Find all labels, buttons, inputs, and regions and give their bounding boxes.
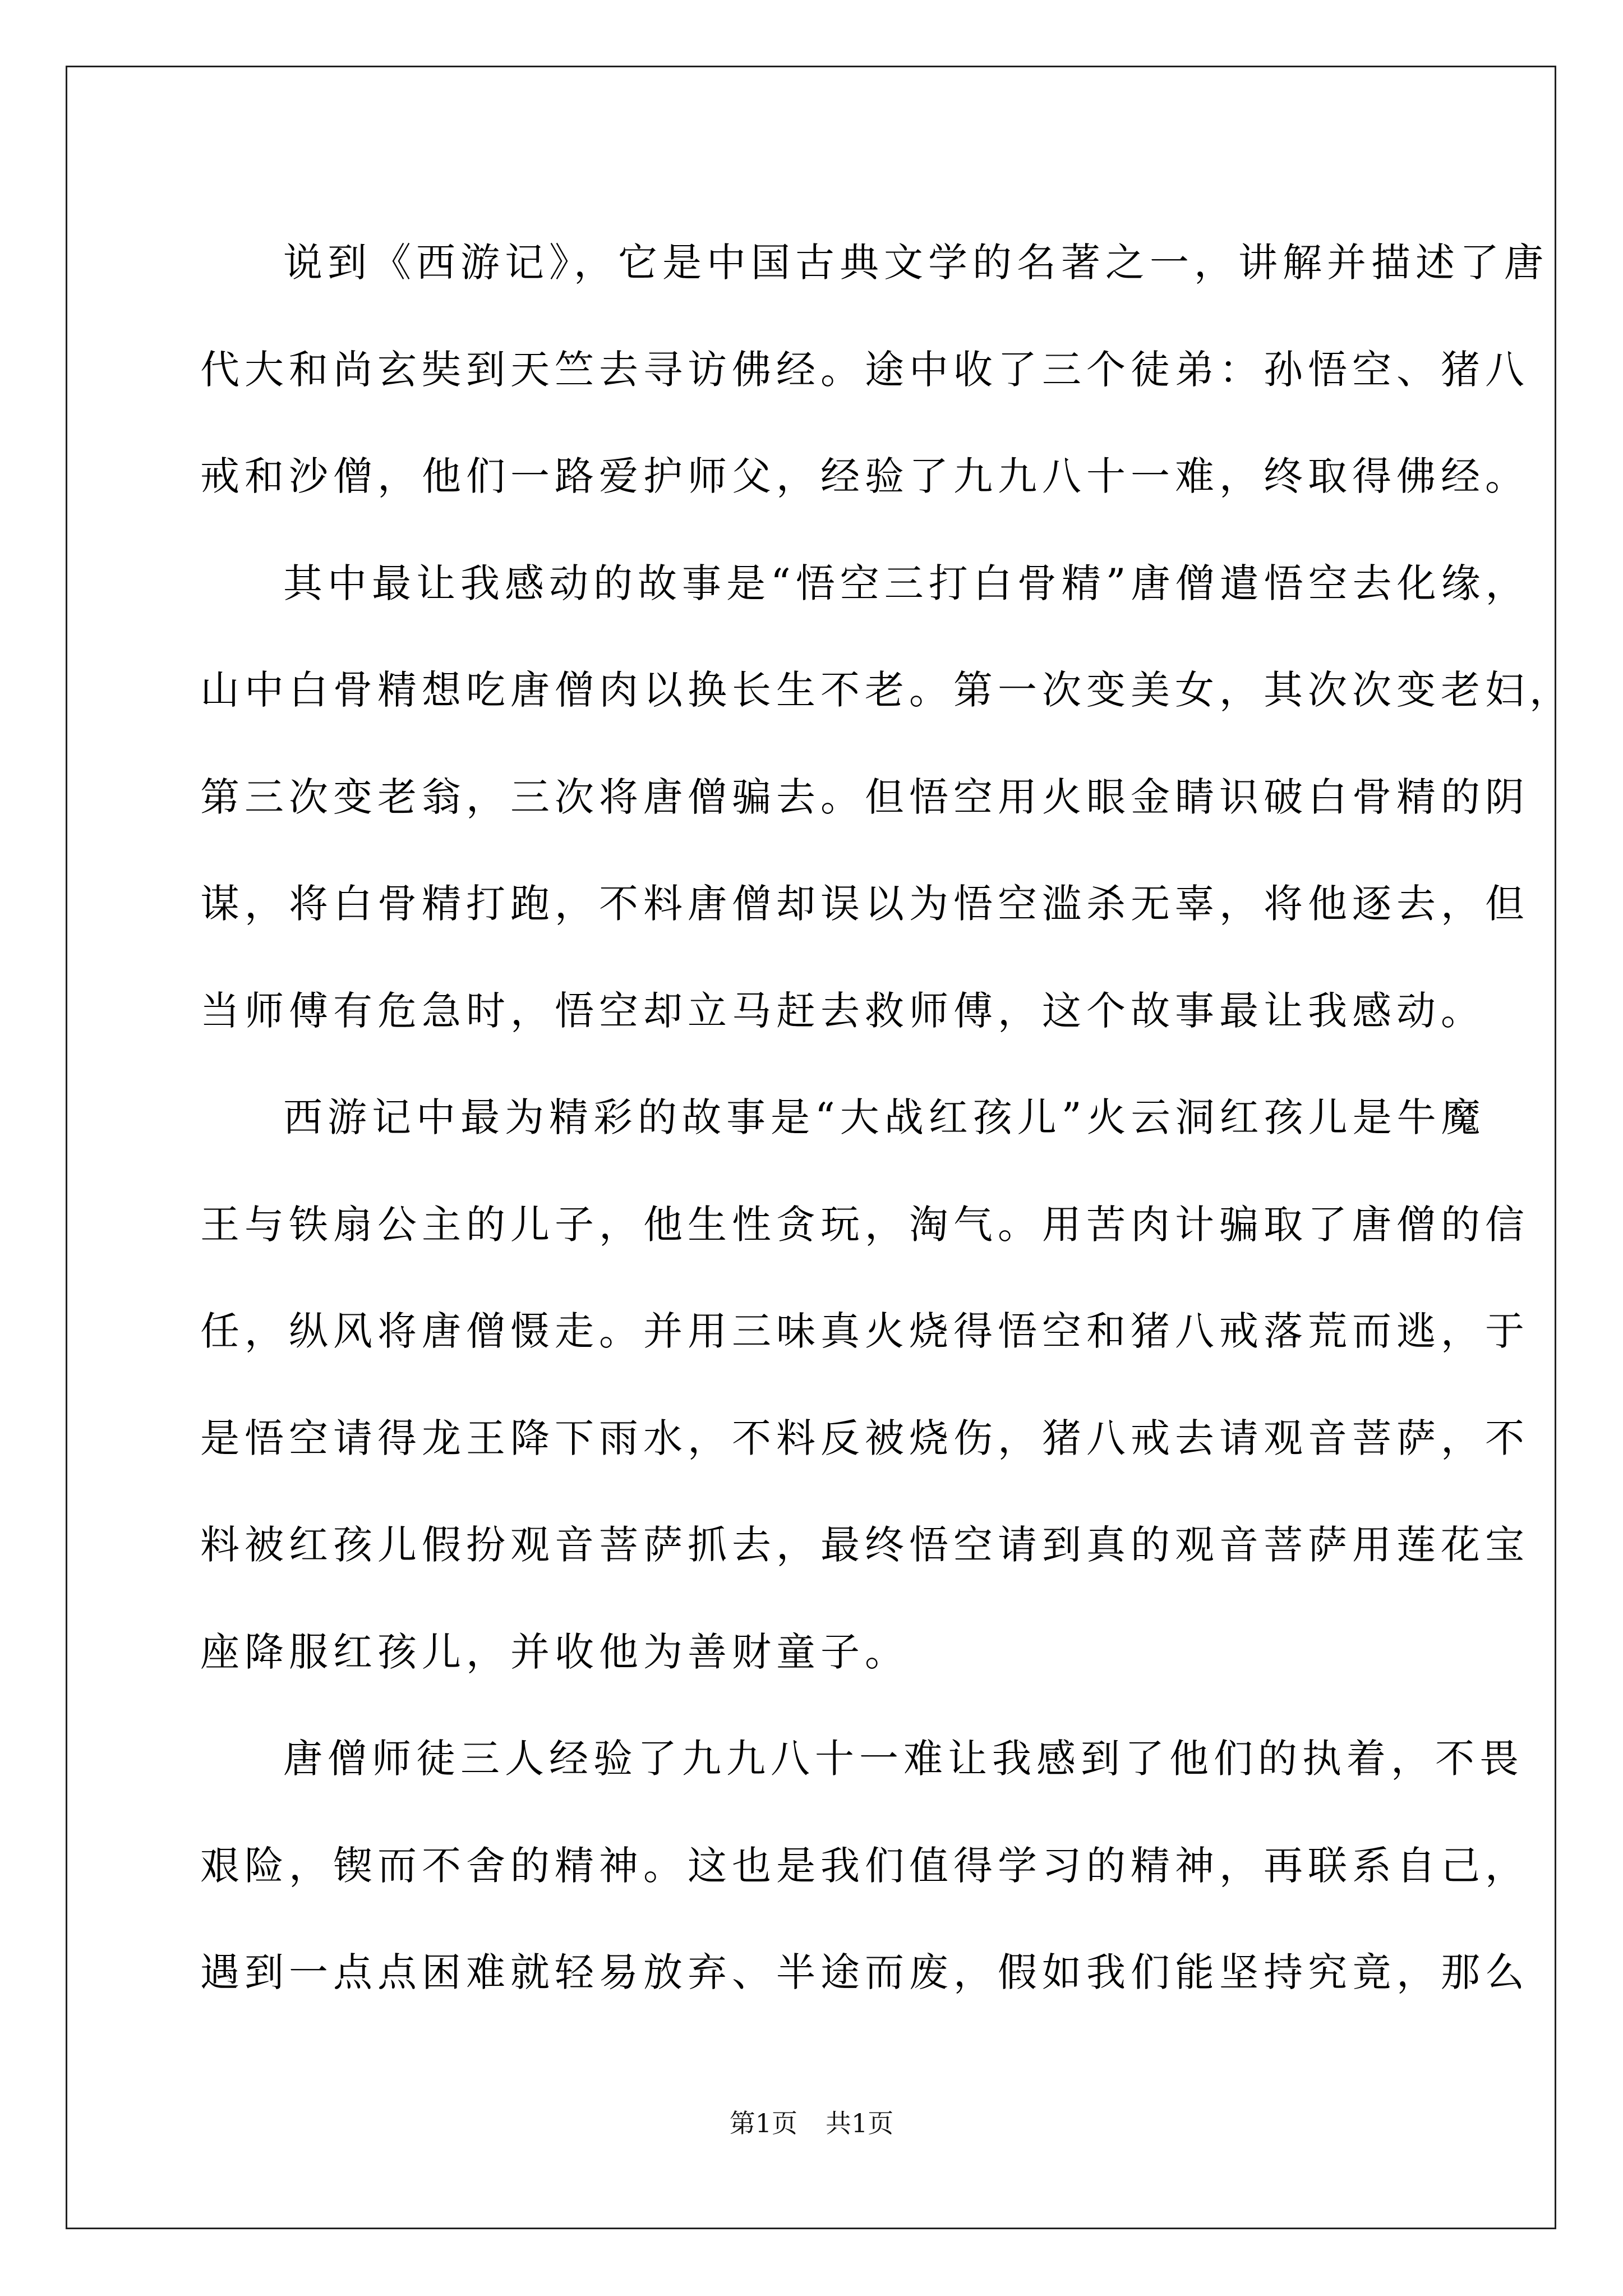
- page-number: 第1页: [729, 2108, 797, 2138]
- text-line: 山中白骨精想吃唐僧肉以换长生不老。第一次变美女，其次次变老妇，: [200, 667, 1574, 713]
- text-line: 座降服红孩儿，并收他为善财童子。: [200, 1628, 909, 1675]
- text-line: 王与铁扇公主的儿子，他生性贪玩，淘气。用苦肉计骗取了唐僧的信: [200, 1201, 1529, 1248]
- text-line: 戒和沙僧，他们一路爱护师父，经验了九九八十一难，终取得佛经。: [200, 453, 1529, 499]
- text-line: 代大和尚玄奘到天竺去寻访佛经。途中收了三个徒弟：孙悟空、猪八: [200, 346, 1529, 393]
- text-line: 第三次变老翁，三次将唐僧骗去。但悟空用火眼金睛识破白骨精的阴: [200, 774, 1529, 820]
- text-line: 西游记中最为精彩的故事是“大战红孩儿”火云洞红孩儿是牛魔: [283, 1094, 1486, 1140]
- document-body: [200, 209, 1574, 2026]
- page-total: 共1页: [826, 2108, 894, 2138]
- text-line: 唐僧师徒三人经验了九九八十一难让我感到了他们的执着，不畏: [283, 1736, 1524, 1782]
- text-line: 说到《西游记》，它是中国古典文学的名著之一，讲解并描述了唐: [283, 240, 1548, 286]
- page-footer: [0, 2106, 1623, 2140]
- text-line: 当师傅有危急时，悟空却立马赶去救师傅，这个故事最让我感动。: [200, 987, 1485, 1034]
- text-line: 任，纵风将唐僧慑走。并用三味真火烧得悟空和猪八戒落荒而逃，于: [200, 1308, 1529, 1354]
- text-line: 其中最让我感动的故事是“悟空三打白骨精”唐僧遣悟空去化缘，: [283, 560, 1530, 606]
- text-line: 遇到一点点困难就轻易放弃、半途而废，假如我们能坚持究竟，那么: [200, 1949, 1529, 1995]
- text-line: 是悟空请得龙王降下雨水，不料反被烧伤，猪八戒去请观音菩萨，不: [200, 1415, 1529, 1461]
- text-line: 谋，将白骨精打跑，不料唐僧却误以为悟空滥杀无辜，将他逐去，但: [200, 881, 1529, 927]
- text-line: 艰险，锲而不舍的精神。这也是我们值得学习的精神，再联系自己，: [200, 1842, 1529, 1889]
- text-line: 料被红孩儿假扮观音菩萨抓去，最终悟空请到真的观音菩萨用莲花宝: [200, 1522, 1529, 1568]
